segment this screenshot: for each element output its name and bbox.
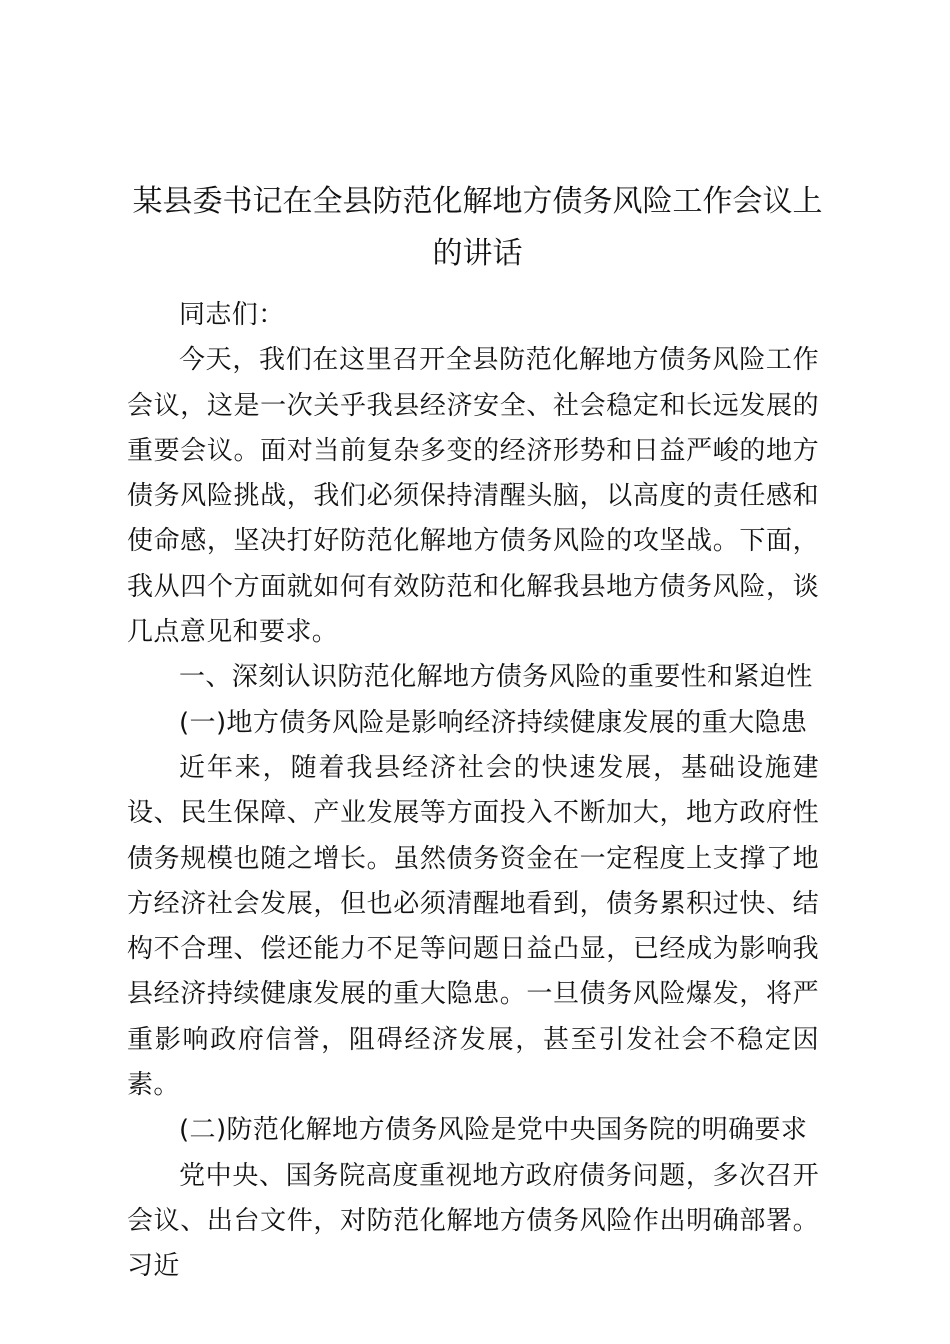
salutation: 同志们： — [179, 300, 285, 330]
subsection-1-heading: (一)地方债务风险是影响经济持续健康发展的重大隐患 — [179, 707, 808, 738]
intro-paragraph: 今天，我们在这里召开全县防范化解地方债务风险工作会议，这是一次关乎我县经济安全、社会稳定和长远发展的重要会议。面对当前复杂多变的经济形势和日益严峻的地方债务风险挑战，我们必须保持清醒头脑，以高度的责任感和使命感，坚决打好防范化解地方债务风险的攻坚战。下面，我从四个方面就如何有效防范和化解我县地方债务风险，谈几点意见和要求。 — [127, 345, 819, 648]
subsection-2-heading: (二)防范化解地方债务风险是党中央国务院的明确要求 — [179, 1115, 808, 1146]
document-body — [127, 293, 819, 1290]
subsection-2-paragraph: 党中央、国务院高度重视地方政府债务问题，多次召开会议、出台文件，对防范化解地方债务风险作出明确部署。习近 — [127, 1160, 819, 1282]
subsection-1-paragraph: 近年来，随着我县经济社会的快速发展，基础设施建设、民生保障、产业发展等方面投入不断加大，地方政府性债务规模也随之增长。虽然债务资金在一定程度上支撑了地方经济社会发展，但也必须清醒地看到，债务累积过快、结构不合理、偿还能力不足等问题日益凸显，已经成为影响我县经济持续健康发展的重大隐患。一旦债务风险爆发，将严重影响政府信誉，阻碍经济发展，甚至引发社会不稳定因素。 — [127, 752, 819, 1101]
document-title: 某县委书记在全县防范化解地方债务风险工作会议上的讲话 — [132, 184, 823, 271]
section-1-heading: 一、深刻认识防范化解地方债务风险的重要性和紧迫性 — [179, 662, 813, 693]
